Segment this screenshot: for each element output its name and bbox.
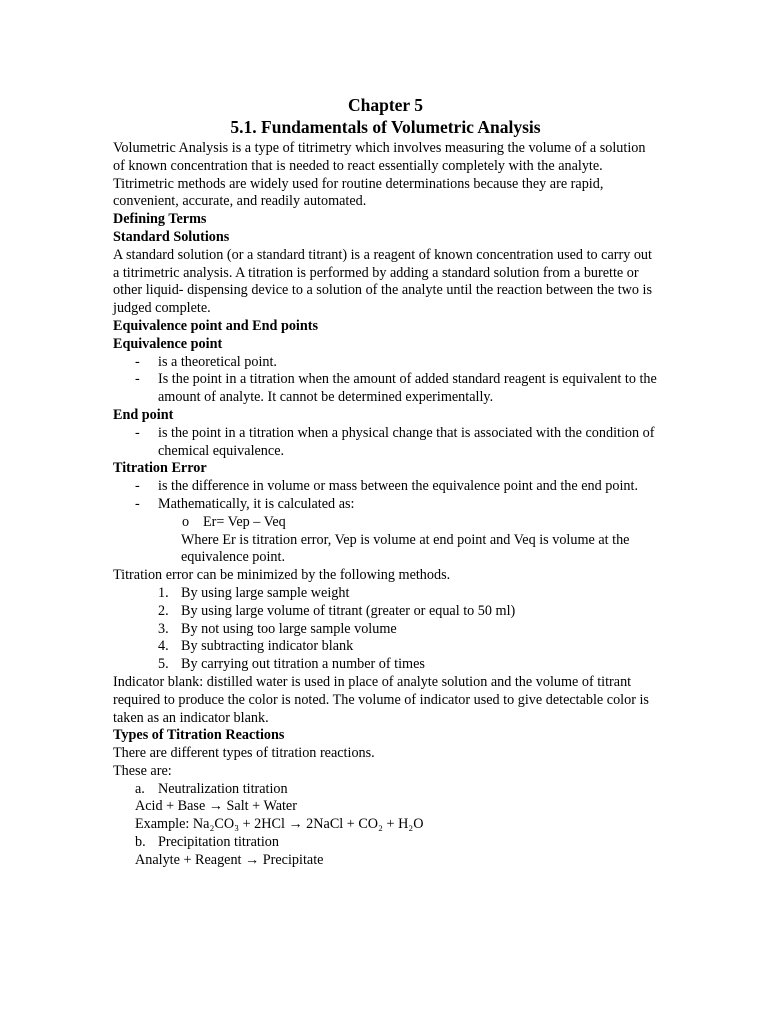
- types-intro-2: These are:: [113, 762, 172, 779]
- list-item: - is a theoretical point.: [135, 353, 277, 370]
- section-title: 5.1. Fundamentals of Volumetric Analysis: [230, 117, 541, 137]
- end-point-list: [113, 425, 658, 461]
- intro-paragraph-2: Titrimetric methods are widely used for routine determinations because they are rapid, convenient, accurate, and readily automated.: [113, 175, 604, 210]
- equivalence-point-list: [113, 354, 658, 407]
- list-item: - is the point in a titration when a physical change that is associated with the condition of chemical equivalence.: [135, 424, 655, 459]
- equiv-end-heading: Equivalence point and End points: [113, 317, 319, 334]
- intro-paragraph-1: Volumetric Analysis is a type of titrimetry which involves measuring the volume of a solution of known concentration that is needed to react essentially completely with the analyte.: [113, 140, 646, 174]
- types-list: [113, 781, 658, 799]
- formula-item: o Er= Vep – Veq: [182, 513, 286, 530]
- minimize-intro: Titration error can be minimized by the following methods.: [113, 567, 451, 584]
- types-list-b: [113, 834, 658, 852]
- types-heading: Types of Titration Reactions: [113, 727, 285, 744]
- minimize-methods-list: [113, 585, 658, 674]
- list-item: 5. By carrying out titration a number of times: [158, 656, 425, 673]
- standard-solutions-heading: Standard Solutions: [113, 228, 230, 245]
- types-intro-1: There are different types of titration reactions.: [113, 745, 375, 762]
- chapter-heading: Chapter 5: [347, 95, 424, 115]
- list-item: 3. By not using too large sample volume: [158, 620, 397, 637]
- titration-error-heading: Titration Error: [113, 460, 207, 477]
- end-point-heading: End point: [113, 406, 174, 423]
- list-item: - Mathematically, it is calculated as:: [135, 495, 355, 512]
- list-item: - is the difference in volume or mass between the equivalence point and the end point.: [135, 478, 638, 495]
- document-page: [113, 94, 658, 870]
- formula-explanation: Where Er is titration error, Vep is volume at end point and Veq is volume at the equivalence point.: [181, 531, 630, 566]
- neutralization-equation: Acid + Base → Salt + Water: [135, 798, 297, 815]
- indicator-blank-text: Indicator blank: distilled water is used in place of analyte solution and the volume of titrant required to produce the color is noted. The volume of indicator used to give detectable color is taken as an indicator blank.: [113, 673, 649, 726]
- list-item: a. Neutralization titration: [135, 780, 288, 797]
- neutralization-example: Example: Na₂CO₃ + 2HCl → 2NaCl + CO₂ + H₂O: [135, 816, 424, 833]
- standard-solutions-text: A standard solution (or a standard titrant) is a reagent of known concentration used to carry out a titrimetric analysis. A titration is performed by adding a standard solution from a burette or other liquid- dispensing device to a solution of the analyte until the reaction between the two is judged complete.: [113, 246, 652, 317]
- list-item: 4. By subtracting indicator blank: [158, 638, 354, 655]
- defining-terms-heading: Defining Terms: [113, 211, 207, 228]
- equivalence-point-heading: Equivalence point: [113, 335, 223, 352]
- list-item: b. Precipitation titration: [135, 834, 279, 851]
- precipitation-equation: Analyte + Reagent → Precipitate: [135, 851, 324, 868]
- list-item: 1. By using large sample weight: [158, 584, 350, 601]
- list-item: 2. By using large volume of titrant (greater or equal to 50 ml): [158, 602, 516, 619]
- list-item: - Is the point in a titration when the amount of added standard reagent is equivalent to the amount of analyte. It cannot be determined experimentally.: [135, 371, 657, 406]
- titration-error-list: [113, 478, 658, 514]
- formula-list: [113, 514, 658, 532]
